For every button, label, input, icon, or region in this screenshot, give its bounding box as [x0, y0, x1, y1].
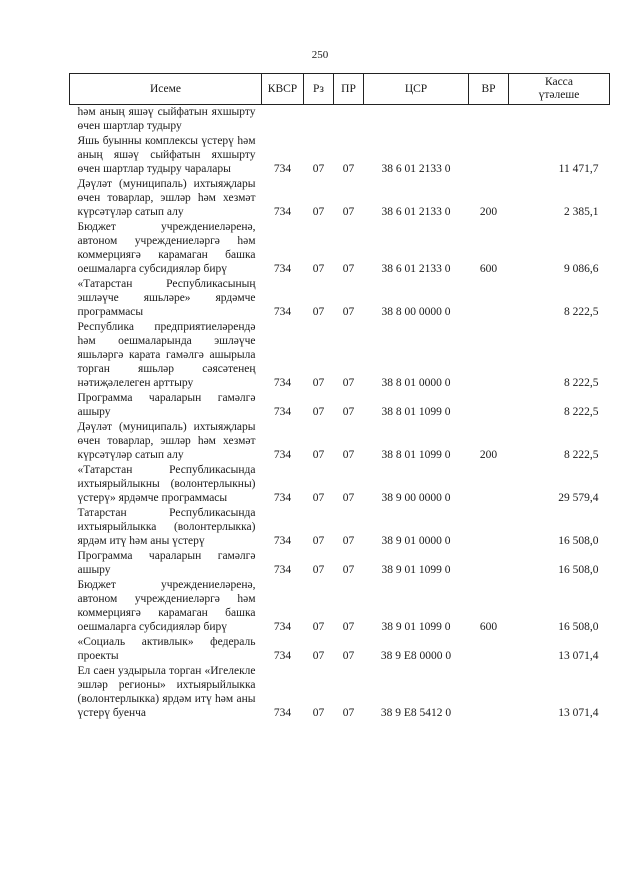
cell-pr: 07: [342, 263, 355, 275]
cell-pr: 07: [342, 535, 355, 547]
cell-sum: 8 222,5: [564, 306, 599, 318]
table-header: [70, 74, 610, 105]
cell-rz: 07: [312, 406, 325, 418]
cell-kvsr: 734: [273, 377, 292, 389]
cell-pr: 07: [342, 406, 355, 418]
table-row: [70, 177, 610, 220]
cell-rz: [304, 105, 334, 135]
cell-name: Татарстан Республикасында ихтыярыйлыкка (волонтерлыкка) ярдәм итү һәм аны үстерү: [77, 507, 256, 547]
cell-sum: 2 385,1: [564, 206, 599, 218]
cell-name: «Татарстан Республикасының эшләүче яшьләре» ярдәмче программасы: [77, 278, 256, 318]
table-row: [70, 105, 610, 135]
cell-csr: 38 8 01 1099 0: [381, 406, 451, 418]
cell-rz: 07: [312, 163, 325, 175]
cell-sum: 29 579,4: [558, 492, 599, 504]
cell-csr: 38 8 01 1099 0: [381, 449, 451, 461]
cell-csr: 38 9 01 1099 0: [381, 621, 451, 633]
cell-sum: 9 086,6: [564, 263, 599, 275]
cell-rz: 07: [312, 377, 325, 389]
cell-kvsr: [262, 105, 304, 135]
cell-sum: [509, 105, 610, 135]
cell-name: «Татарстан Республикасында ихтыярыйлыкны (волонтерлыкны) үстерү» ярдәмче программасы: [77, 464, 256, 504]
page-number: 250: [311, 49, 329, 61]
cell-kvsr: 734: [273, 449, 292, 461]
cell-vr: [469, 463, 509, 506]
header-name: Исеме: [70, 74, 262, 105]
cell-rz: 07: [312, 650, 325, 662]
header-pr: ПР: [334, 74, 364, 105]
cell-csr: 38 8 01 0000 0: [381, 377, 451, 389]
cell-sum: 13 071,4: [558, 650, 599, 662]
cell-name: Ел саен уздырыла торган «Игелекле эшләр регионы» ихтыярыйлыкка (волонтерлыкка) ярдәм итү һәм аны үстерү буенча: [77, 665, 256, 719]
table-row: [70, 134, 610, 177]
cell-name: Программа чараларын гамәлгә ашыру: [77, 392, 256, 418]
budget-table: [69, 73, 610, 721]
cell-csr: 38 9 01 1099 0: [381, 564, 451, 576]
cell-pr: 07: [342, 449, 355, 461]
cell-vr: 600: [479, 621, 498, 633]
cell-vr: [469, 105, 509, 135]
cell-rz: 07: [312, 621, 325, 633]
table-row: [70, 420, 610, 463]
cell-vr: [469, 635, 509, 664]
cell-rz: 07: [312, 564, 325, 576]
cell-kvsr: 734: [273, 306, 292, 318]
header-rz: Рз: [304, 74, 334, 105]
cell-sum: 16 508,0: [558, 535, 599, 547]
table-row: [70, 578, 610, 635]
cell-name: «Социаль активлык» федераль проекты: [77, 636, 256, 662]
cell-kvsr: 734: [273, 263, 292, 275]
cell-vr: [469, 391, 509, 420]
cell-csr: [364, 105, 469, 135]
cell-name: Дәүләт (муниципаль) ихтыяҗлары өчен товарлар, эшләр һәм хезмәт күрсәтүләр сатып алу: [77, 421, 256, 461]
table-row: [70, 320, 610, 391]
cell-csr: 38 9 00 0000 0: [381, 492, 451, 504]
cell-name: Программа чараларын гамәлгә ашыру: [77, 550, 256, 576]
cell-sum: 8 222,5: [564, 406, 599, 418]
cell-pr: 07: [342, 650, 355, 662]
header-vr: ВР: [469, 74, 509, 105]
cell-vr: 200: [479, 206, 498, 218]
cell-kvsr: 734: [273, 406, 292, 418]
cell-csr: 38 6 01 2133 0: [381, 163, 451, 175]
cell-sum: 13 071,4: [558, 707, 599, 719]
cell-kvsr: 734: [273, 492, 292, 504]
cell-sum: 16 508,0: [558, 564, 599, 576]
header-csr: ЦСР: [364, 74, 469, 105]
cell-vr: 200: [479, 449, 498, 461]
table-row: [70, 664, 610, 721]
cell-csr: 38 9 E8 5412 0: [380, 707, 452, 719]
cell-rz: 07: [312, 263, 325, 275]
cell-csr: 38 6 01 2133 0: [381, 206, 451, 218]
table-row: [70, 506, 610, 549]
cell-sum: 11 471,7: [558, 163, 599, 175]
cell-pr: [334, 105, 364, 135]
cell-name: Бюджет учреждениеләренә, автоном учреждениеләргә һәм коммерциягә карамаган башка оешмаларга субсидияләр бирү: [77, 579, 256, 633]
cell-name: Республика предприятиеләрендә һәм оешмаларында эшләүче яшьләргә карата гамәлгә ашырыла торган яшьләр сәясәтенең нәтиҗәлелеген арттыру: [77, 321, 256, 389]
cell-vr: [469, 134, 509, 177]
cell-vr: 600: [479, 263, 498, 275]
table-row: [70, 391, 610, 420]
table-row: [70, 220, 610, 277]
cell-pr: 07: [342, 564, 355, 576]
cell-kvsr: 734: [273, 650, 292, 662]
cell-rz: 07: [312, 306, 325, 318]
cell-rz: 07: [312, 449, 325, 461]
cell-kvsr: 734: [273, 206, 292, 218]
cell-name: Яшь буынны комплексы үстерү һәм аның яшәү сыйфатын яхшырту өчен шартлар тудыру чаралары: [77, 135, 256, 175]
cell-vr: [469, 277, 509, 320]
cell-rz: 07: [312, 492, 325, 504]
cell-csr: 38 9 E8 0000 0: [380, 650, 452, 662]
cell-sum: 8 222,5: [564, 377, 599, 389]
cell-sum: 16 508,0: [558, 621, 599, 633]
cell-pr: 07: [342, 707, 355, 719]
cell-csr: 38 9 01 0000 0: [381, 535, 451, 547]
cell-rz: 07: [312, 206, 325, 218]
cell-pr: 07: [342, 621, 355, 633]
cell-vr: [469, 664, 509, 721]
cell-rz: 07: [312, 535, 325, 547]
cell-csr: 38 6 01 2133 0: [381, 263, 451, 275]
cell-pr: 07: [342, 163, 355, 175]
cell-kvsr: 734: [273, 564, 292, 576]
table-row: [70, 463, 610, 506]
cell-sum: 8 222,5: [564, 449, 599, 461]
cell-csr: 38 8 00 0000 0: [381, 306, 451, 318]
cell-pr: 07: [342, 492, 355, 504]
header-sum-line2: үтәлеше: [538, 89, 580, 101]
cell-name: Дәүләт (муниципаль) ихтыяҗлары өчен товарлар, эшләр һәм хезмәт күрсәтүләр сатып алу: [77, 178, 256, 218]
cell-kvsr: 734: [273, 621, 292, 633]
cell-vr: [469, 320, 509, 391]
table-row: [70, 549, 610, 578]
table-row: [70, 277, 610, 320]
cell-name: һәм аның яшәү сыйфатын яхшырту өчен шартлар тудыру: [77, 106, 256, 132]
cell-kvsr: 734: [273, 535, 292, 547]
cell-pr: 07: [342, 377, 355, 389]
cell-rz: 07: [312, 707, 325, 719]
header-kvsr: КВСР: [262, 74, 304, 105]
table-row: [70, 635, 610, 664]
cell-vr: [469, 549, 509, 578]
table-body: [70, 105, 610, 722]
cell-pr: 07: [342, 306, 355, 318]
cell-kvsr: 734: [273, 707, 292, 719]
cell-pr: 07: [342, 206, 355, 218]
cell-vr: [469, 506, 509, 549]
header-sum: [509, 74, 610, 105]
cell-kvsr: 734: [273, 163, 292, 175]
cell-name: Бюджет учреждениеләренә, автоном учреждениеләргә һәм коммерциягә карамаган башка оешмаларга субсидияләр бирү: [77, 221, 256, 275]
header-sum-line1: Касса: [544, 76, 574, 88]
